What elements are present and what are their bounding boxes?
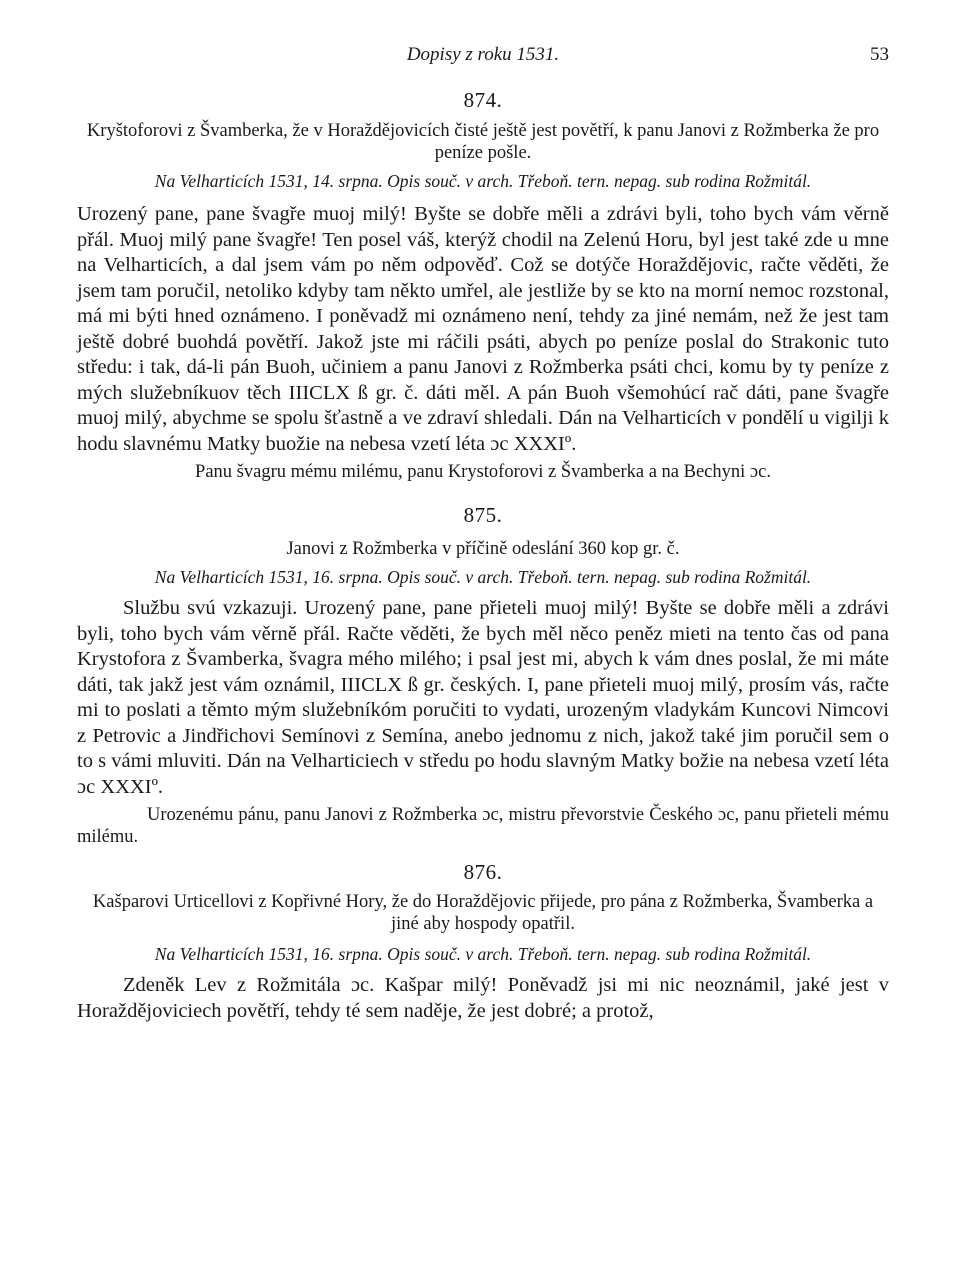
running-head-title: Dopisy z roku 1531. bbox=[406, 44, 560, 65]
document-page bbox=[77, 44, 889, 1024]
document-summary: Kryštoforovi z Švamberka, že v Horaždějovicích čisté ještě jest povětří, k panu Janovi z Rožmberka že pro peníze pošle. bbox=[86, 121, 880, 163]
letter-body: Službu svú vzkazuji. Urozený pane, pane přieteli muoj milý! Byšte se dobře měli a zdrávi byli, toho bych vám věrně přál. Račte věděti, že bych měl něco peněz mieti na tento čas od pana Krystofora z Švamberka, švagra mého milého; i psal jest mi, abych k vám dnes poslal, že mi máte dáti, tak jakž jest vám oznámil, IIICLX ß gr. českých. I, pane přieteli muoj milý, prosím vás, račte mi to poslati a těmto mým služebníkóm poručiti to vydati, urozeným vladykám Kuncovi Nimcovi z Petrovic a Jindřichovi Semínovi z Semína, anebo jednomu z nich, jakož také jim poručil sem o to s vámi mluviti. Dán na Velharticiech v středu po hodu slavným Matky božie na nebesa vzetí léta ɔc XXXIº. bbox=[77, 597, 889, 798]
document-source: Na Velharticích 1531, 14. srpna. Opis souč. v arch. Třeboň. tern. nepag. sub rodina Rožmitál. bbox=[154, 171, 812, 191]
document-summary: Kašparovi Urticellovi z Kopřivné Hory, že do Horaždějovic přijede, pro pána z Rožmberka, Švamberka a jiné aby hospody opatřil. bbox=[92, 892, 874, 934]
document-number: 874. bbox=[463, 88, 503, 112]
document-number: 876. bbox=[463, 860, 503, 884]
page-number: 53 bbox=[870, 44, 889, 65]
document-source: Na Velharticích 1531, 16. srpna. Opis souč. v arch. Třeboň. tern. nepag. sub rodina Rožmitál. bbox=[154, 567, 812, 587]
document-summary: Janovi z Rožmberka v příčině odeslání 360 kop gr. č. bbox=[286, 539, 680, 559]
letter-address: Urozenému pánu, panu Janovi z Rožmberka ɔc, mistru převorstvie Českého ɔc, panu přieteli mému milému. bbox=[77, 805, 889, 847]
running-head bbox=[77, 44, 889, 70]
document-source: Na Velharticích 1531, 16. srpna. Opis souč. v arch. Třeboň. tern. nepag. sub rodina Rožmitál. bbox=[154, 944, 812, 964]
letter-body: Zdeněk Lev z Rožmitála ɔc. Kašpar milý! Poněvadž jsi mi nic neoznámil, jaké jest v Horaždějoviciech povětří, tehdy té sem naděje, že jest dobré; a protož, bbox=[77, 974, 889, 1022]
letter-address: Panu švagru mému milému, panu Krystoforovi z Švamberka a na Bechyni ɔc. bbox=[195, 462, 771, 482]
document-number: 875. bbox=[463, 503, 503, 527]
letter-body: Urozený pane, pane švagře muoj milý! Byšte se dobře měli a zdrávi byli, toho bych vám věrně přál. Muoj milý pane švagře! Ten posel váš, kterýž chodil na Zelenú Horu, byl jest také zde u mne na Velharticích, a dal jsem vám po něm odpověď. Což se dotýče Horaždějovic, račte věděti, že jsem tam poručil, netoliko kdyby tam někto umřel, ale jestliže by se kto na morní nemoc rozstonal, má mi býti hned oznámeno. I poněvadž mi oznámeno není, tehdy za jiné nemám, než že jest tam ještě dobré buohdá povětří. Jakož jste mi ráčili psáti, abych po peníze poslal do Strakonic tuto středu: i tak, dá-li pán Buoh, učiniem a panu Janovi z Rožmberka psáti chci, komu by ty peníze z mých služebníkuov těch IIICLX ß gr. č. dáti měl. A pán Buoh všemohúcí rač dáti, pane švagře muoj milý, abychme se spolu šťastně a ve zdraví shledali. Dán na Velharticích v pondělí u vigilji k hodu slavnému Matky buožie na nebesa vzetí léta ɔc XXXIº. bbox=[77, 203, 889, 455]
